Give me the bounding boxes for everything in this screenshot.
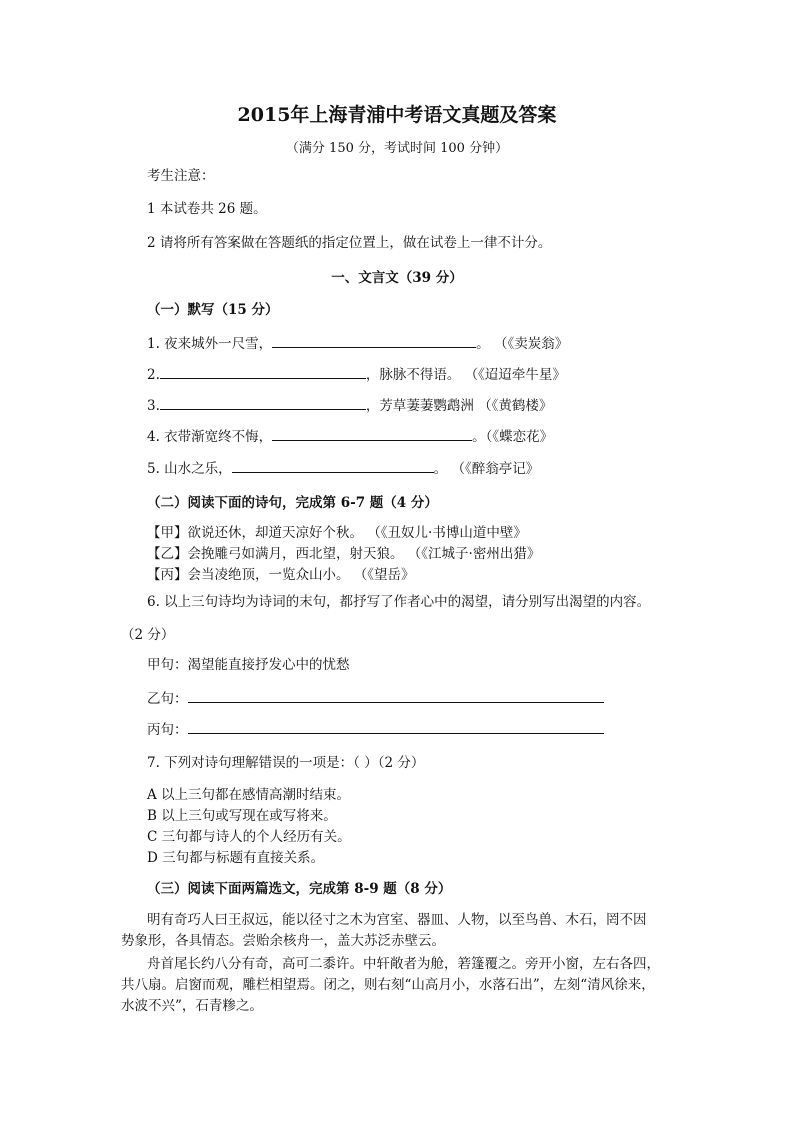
answer-blank-3[interactable] [160,395,366,410]
question-4-prefix: 4. 衣带渐宽终不悔， [147,429,273,445]
passage-line: 共八扇。启窗而观，雕栏相望焉。闭之，则右刻“山高月小，水落石出”，左刻“清风徐来， [121,977,655,993]
question-5-prefix: 5. 山水之乐， [147,461,232,477]
answer-blank-5[interactable] [232,458,434,473]
question-7-stem: 7. 下列对诗句理解错误的一项是：（ ）（2 分） [147,755,425,771]
answer-yi-blank[interactable] [188,688,604,703]
option-d: D 三句都与标题有直接关系。 [147,850,325,866]
answer-jia: 甲句：渴望能直接抒发心中的忧愁 [147,657,350,673]
question-6-stem: 6. 以上三句诗均为诗词的末句，都抒写了作者心中的渴望，请分别写出渴望的内容。 [147,594,651,610]
part1-heading: （一）默写（15 分） [147,302,279,318]
answer-bing-row [147,719,604,739]
question-4-suffix: 。（《蝶恋花》 [472,429,554,445]
question-1-suffix: 。 （《卖炭翁》 [476,336,569,352]
passage-line: 势象形，各具情态。尝贻余核舟一，盖大苏泛赤壁云。 [121,933,445,949]
question-2-suffix: ，脉脉不得语。 （《迢迢牵牛星》 [365,367,566,383]
answer-bing-label: 丙句： [147,722,188,738]
question-5 [147,458,539,478]
question-1 [147,333,568,353]
answer-yi-label: 乙句： [147,691,188,707]
question-2-prefix: 2. [147,367,160,383]
section-heading: 一、文言文（39 分） [331,270,463,286]
page-title: 2015年上海青浦中考语文真题及答案 [237,104,557,126]
notice-heading: 考生注意： [147,168,215,184]
question-1-prefix: 1. 夜来城外一尺雪， [147,336,273,352]
passage-line: 舟首尾长约八分有奇，高可二黍许。中轩敞者为舱，箬篷覆之。旁开小窗，左右各四， [147,956,660,972]
part2-heading: （二）阅读下面的诗句，完成第 6-7 题（4 分） [147,495,438,511]
answer-bing-blank[interactable] [188,719,604,734]
notice-item-2: 2 请将所有答案做在答题纸的指定位置上，做在试卷上一律不计分。 [147,235,552,251]
answer-yi-row [147,688,604,708]
question-3-prefix: 3. [147,398,160,414]
poem-bing: 【丙】会当凌绝顶，一览众山小。 （《望岳》 [147,567,415,583]
poem-yi: 【乙】会挽雕弓如满月，西北望，射天狼。 （《江城子·密州出猎》 [147,546,541,562]
passage-line: 明有奇巧人曰王叔远，能以径寸之木为宫室、器皿、人物，以至鸟兽、木石，罔不因 [147,912,647,928]
notice-item-1: 1 本试卷共 26 题。 [147,201,267,217]
answer-blank-2[interactable] [160,364,366,379]
question-2 [147,364,566,384]
poem-jia: 【甲】欲说还休，却道天凉好个秋。 （《丑奴儿·书博山道中壁》 [147,525,527,541]
answer-blank-4[interactable] [272,426,472,441]
question-6-score: （2 分） [121,627,175,643]
question-5-suffix: 。 （《醉翁亭记》 [433,461,540,477]
page-subtitle: （满分 150 分，考试时间 100 分钟） [285,141,509,156]
part3-heading: （三）阅读下面两篇选文，完成第 8-9 题（8 分） [147,881,452,897]
option-b: B 以上三句或写现在或写将来。 [147,808,337,824]
option-c: C 三句都与诗人的个人经历有关。 [147,829,351,845]
question-3-suffix: ，芳草萋萋鹦鹉洲 （《黄鹤楼》 [365,398,553,414]
question-4 [147,426,553,446]
answer-blank-1[interactable] [272,333,476,348]
question-3 [147,395,552,415]
passage-line: 水波不兴”，石青糁之。 [121,998,263,1014]
option-a: A 以上三句都在感情高潮时结束。 [147,787,351,803]
